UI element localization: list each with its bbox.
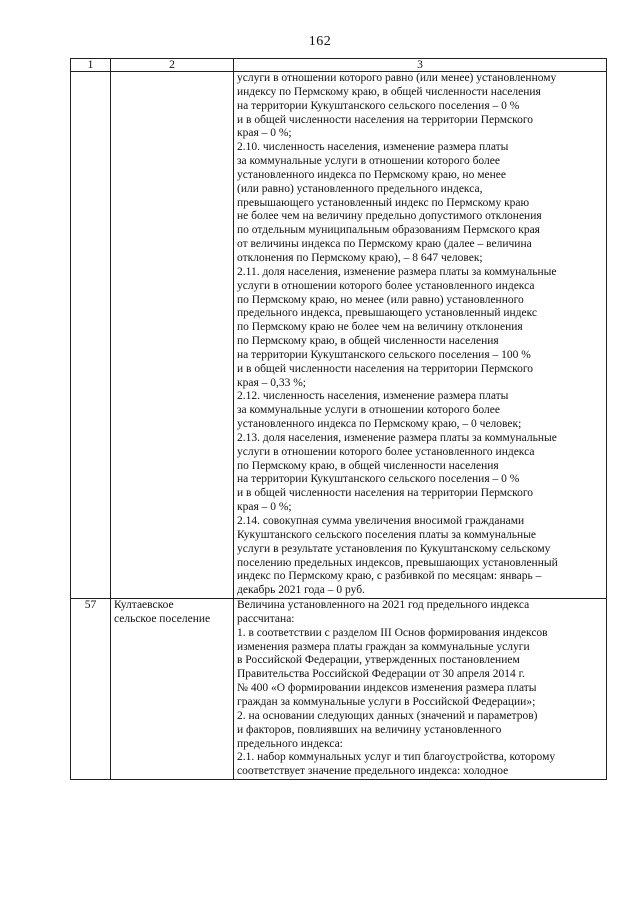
description-line: граждан за коммунальные услуги в Российской Федерации»;	[237, 695, 536, 708]
description-line: края – 0 %;	[237, 501, 292, 514]
municipality-name-line: сельское поселение	[114, 612, 211, 625]
description-line: 2.1. набор коммунальных услуг и тип благоустройства, которому	[237, 751, 556, 764]
description-line: 2.10. численность населения, изменение размера платы	[237, 141, 509, 154]
description-line: (или равно) установленного предельного индекса,	[237, 182, 483, 195]
column-header-2: 2	[111, 59, 234, 72]
description-line: и в общей численности населения на территории Пермского	[237, 487, 534, 500]
description-line: Величина установленного на 2021 год предельного индекса	[237, 599, 530, 612]
description-cell	[234, 72, 607, 599]
description-line: поселению предельных индексов, превышающих установленный	[237, 556, 558, 569]
description-line: предельного индекса:	[237, 737, 343, 750]
description-line: за коммунальные услуги в отношении которого более	[237, 155, 500, 168]
description-line: 2.14. совокупная сумма увеличения вносимой гражданами	[237, 515, 525, 527]
description-line: декабрь 2021 года – 0 руб.	[237, 584, 365, 597]
row-number-cell: 57	[71, 599, 111, 780]
municipality-name-cell	[111, 72, 234, 599]
description-line: 2.12. численность населения, изменение размера платы	[237, 390, 509, 403]
description-line: установленного индекса по Пермскому краю, – 0 человек;	[237, 418, 522, 431]
description-line: индексу по Пермскому краю, в общей численности населения	[237, 85, 541, 98]
description-line: в Российской Федерации, утвержденных постановлением	[237, 654, 520, 667]
description-line: за коммунальные услуги в отношении которого более	[237, 404, 500, 417]
table-row	[71, 599, 607, 780]
municipality-name-cell	[111, 599, 234, 780]
description-line: изменения размера платы граждан за коммунальные услуги	[237, 640, 530, 653]
table-row	[71, 72, 607, 599]
description-line: по Пермскому краю, но менее (или равно) установленного	[237, 293, 524, 306]
description-line: не более чем на величину предельно допустимого отклонения	[237, 210, 542, 223]
description-line: на территории Кукуштанского сельского поселения – 0 %	[237, 473, 520, 486]
description-line: Кукуштанского сельского поселения платы за коммунальные	[237, 528, 537, 541]
description-line: и в общей численности населения на территории Пермского	[237, 362, 534, 375]
description-line: и в общей численности населения на территории Пермского	[237, 113, 534, 126]
description-cell	[234, 599, 607, 780]
description-line: 2.11. доля населения, изменение размера платы за коммунальные	[237, 265, 557, 278]
description-line: на территории Кукуштанского сельского поселения – 100 %	[237, 348, 531, 361]
description-line: отклонения по Пермскому краю), – 8 647 человек;	[237, 251, 483, 264]
description-line: услуги в отношении которого более установленного индекса	[237, 279, 535, 292]
description-line: установленного индекса по Пермскому краю, но менее	[237, 168, 506, 181]
description-line: от величины индекса по Пермскому краю (далее – величина	[237, 238, 532, 251]
description-line: 1. в соответствии с разделом III Основ формирования индексов	[237, 626, 548, 639]
municipality-name-line: Култаевское	[114, 599, 174, 612]
description-line: 2. на основании следующих данных (значений и параметров)	[237, 709, 538, 722]
description-line: края – 0,33 %;	[237, 376, 307, 389]
column-header-3: 3	[234, 59, 607, 72]
description-line: по Пермскому краю не более чем на величину отклонения	[237, 321, 523, 334]
description-line: услуги в отношении которого равно (или менее) установленному	[237, 72, 557, 84]
description-line: услуги в результате установления по Кукуштанскому сельскому	[237, 542, 551, 555]
description-line: предельного индекса, превышающего установленный индекс	[237, 307, 538, 320]
description-line: по Пермскому краю, в общей численности населения	[237, 335, 499, 348]
column-header-1: 1	[71, 59, 111, 72]
row-number-cell	[71, 72, 111, 599]
page-number: 162	[308, 34, 332, 49]
description-line: по отдельным муниципальным образованиям Пермского края	[237, 224, 540, 237]
document-table	[70, 58, 607, 780]
description-line: № 400 «О формировании индексов изменения размера платы	[237, 682, 537, 695]
description-line: индекс по Пермскому краю, с разбивкой по месяцам: январь –	[237, 570, 542, 583]
description-line: услуги в отношении которого более установленного индекса	[237, 445, 535, 458]
description-line: на территории Кукуштанского сельского поселения – 0 %	[237, 99, 520, 112]
description-line: превышающего установленный индекс по Пермскому краю	[237, 196, 530, 209]
table-header-row	[71, 59, 607, 72]
description-line: рассчитана:	[237, 612, 295, 625]
description-line: и факторов, повлиявших на величину установленного	[237, 723, 502, 736]
description-line: края – 0 %;	[237, 127, 292, 140]
description-line: 2.13. доля населения, изменение размера платы за коммунальные	[237, 431, 557, 444]
description-line: по Пермскому краю, в общей численности населения	[237, 459, 499, 472]
description-line: соответствует значение предельного индекса: холодное	[237, 765, 509, 778]
description-line: Правительства Российской Федерации от 30 апреля 2014 г.	[237, 668, 525, 681]
